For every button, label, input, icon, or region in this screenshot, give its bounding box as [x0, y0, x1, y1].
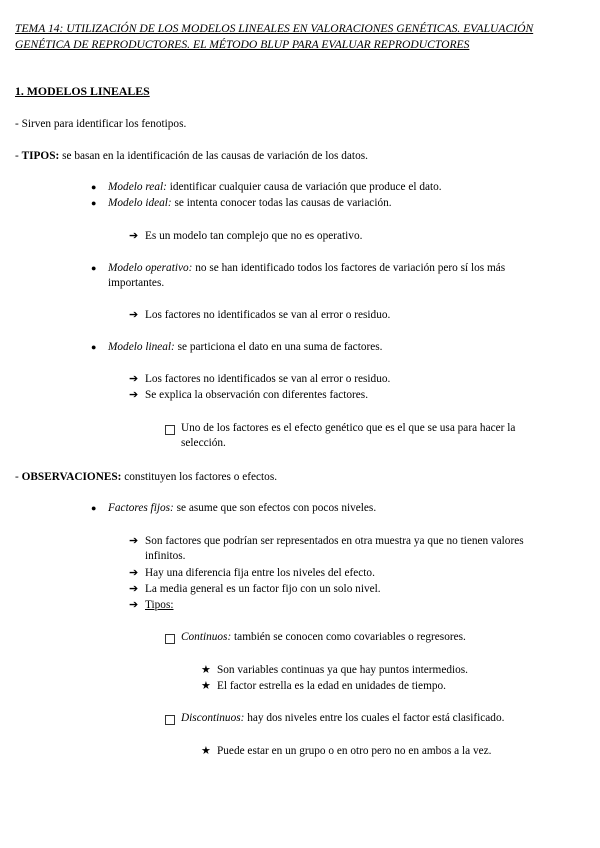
arrow-icon: ➔ — [129, 373, 139, 385]
checkbox-square-icon — [165, 634, 175, 644]
continuos-item — [181, 630, 466, 645]
dash: - — [15, 471, 22, 483]
modelo-lineal-term: Modelo lineal: — [108, 341, 175, 353]
lineal-note: Se explica la observación con diferentes factores. — [145, 389, 369, 401]
bullet-icon: ● — [91, 198, 97, 208]
bullet-icon: ● — [91, 182, 97, 192]
fijos-note: Son factores que podrían ser representados en otra muestra ya que no tienen valores infinitos. — [145, 535, 524, 562]
bullet-icon: ● — [91, 503, 97, 513]
lineal-note: Los factores no identificados se van al error o residuo. — [145, 373, 391, 385]
discontinuos-note: Puede estar en un grupo o en otro pero no en ambos a la vez. — [217, 745, 492, 757]
modelo-ideal-text: se intenta conocer todas las causas de variación. — [171, 197, 392, 209]
continuos-note: El factor estrella es la edad en unidades de tiempo. — [217, 680, 446, 692]
modelo-real-item — [108, 180, 442, 195]
observaciones-text: constituyen los factores o efectos. — [121, 471, 278, 483]
section-heading: 1. MODELOS LINEALES — [15, 84, 150, 98]
modelo-lineal-item — [108, 340, 382, 355]
star-icon: ★ — [201, 664, 211, 676]
arrow-icon: ➔ — [129, 309, 139, 321]
tipos-line — [15, 149, 368, 164]
bullet-icon: ● — [91, 342, 97, 352]
star-icon: ★ — [201, 745, 211, 757]
arrow-icon: ➔ — [129, 389, 139, 401]
discontinuos-item — [181, 711, 504, 726]
star-icon: ★ — [201, 680, 211, 692]
operativo-note: Los factores no identificados se van al error o residuo. — [145, 309, 391, 321]
observaciones-line — [15, 470, 277, 485]
ideal-note: Es un modelo tan complejo que no es operativo. — [145, 230, 363, 242]
discontinuos-text: hay dos niveles entre los cuales el factor está clasificado. — [244, 712, 505, 724]
arrow-icon: ➔ — [129, 230, 139, 242]
bullet-icon: ● — [91, 263, 97, 273]
arrow-icon: ➔ — [129, 583, 139, 595]
modelo-ideal-term: Modelo ideal: — [108, 197, 172, 209]
factores-fijos-text: se asume que son efectos con pocos niveles. — [173, 502, 377, 514]
continuos-note: Son variables continuas ya que hay puntos intermedios. — [217, 664, 468, 676]
arrow-icon: ➔ — [129, 535, 139, 547]
fijos-note: La media general es un factor fijo con un solo nivel. — [145, 583, 381, 595]
continuos-term: Continuos: — [181, 631, 232, 643]
document-title: TEMA 14: UTILIZACIÓN DE LOS MODELOS LINEALES EN VALORACIONES GENÉTICAS. EVALUACIÓN GENÉTICA DE REPRODUCTORES. EL MÉTODO BLUP PARA EVALUAR REPRODUCTORES — [15, 22, 534, 51]
tipos-sublabel: Tipos: — [145, 599, 174, 611]
modelo-lineal-text: se particiona el dato en una suma de factores. — [174, 341, 383, 353]
factores-fijos-item — [108, 501, 376, 516]
arrow-icon: ➔ — [129, 567, 139, 579]
tipos-label: TIPOS: — [21, 150, 60, 162]
arrow-icon: ➔ — [129, 599, 139, 611]
modelo-ideal-item — [108, 196, 392, 211]
modelo-operativo-item — [108, 261, 548, 291]
tipos-text: se basan en la identificación de las causas de variación de los datos. — [59, 150, 368, 162]
factores-fijos-term: Factores fijos: — [108, 502, 174, 514]
modelo-operativo-text: no se han identificado todos los factores de variación pero sí los más importantes. — [108, 262, 506, 289]
continuos-text: también se conocen como covariables o regresores. — [231, 631, 466, 643]
intro-line: - Sirven para identificar los fenotipos. — [15, 118, 187, 130]
modelo-real-term: Modelo real: — [108, 181, 167, 193]
modelo-operativo-term: Modelo operativo: — [108, 262, 193, 274]
lineal-sub-note: Uno de los factores es el efecto genético que es el que se usa para hacer la selección. — [181, 422, 516, 449]
modelo-real-text: identificar cualquier causa de variación que produce el dato. — [166, 181, 442, 193]
observaciones-label: OBSERVACIONES: — [21, 471, 122, 483]
dash: - — [15, 150, 22, 162]
discontinuos-term: Discontinuos: — [181, 712, 245, 724]
fijos-note: Hay una diferencia fija entre los niveles del efecto. — [145, 567, 375, 579]
checkbox-square-icon — [165, 425, 175, 435]
checkbox-square-icon — [165, 715, 175, 725]
